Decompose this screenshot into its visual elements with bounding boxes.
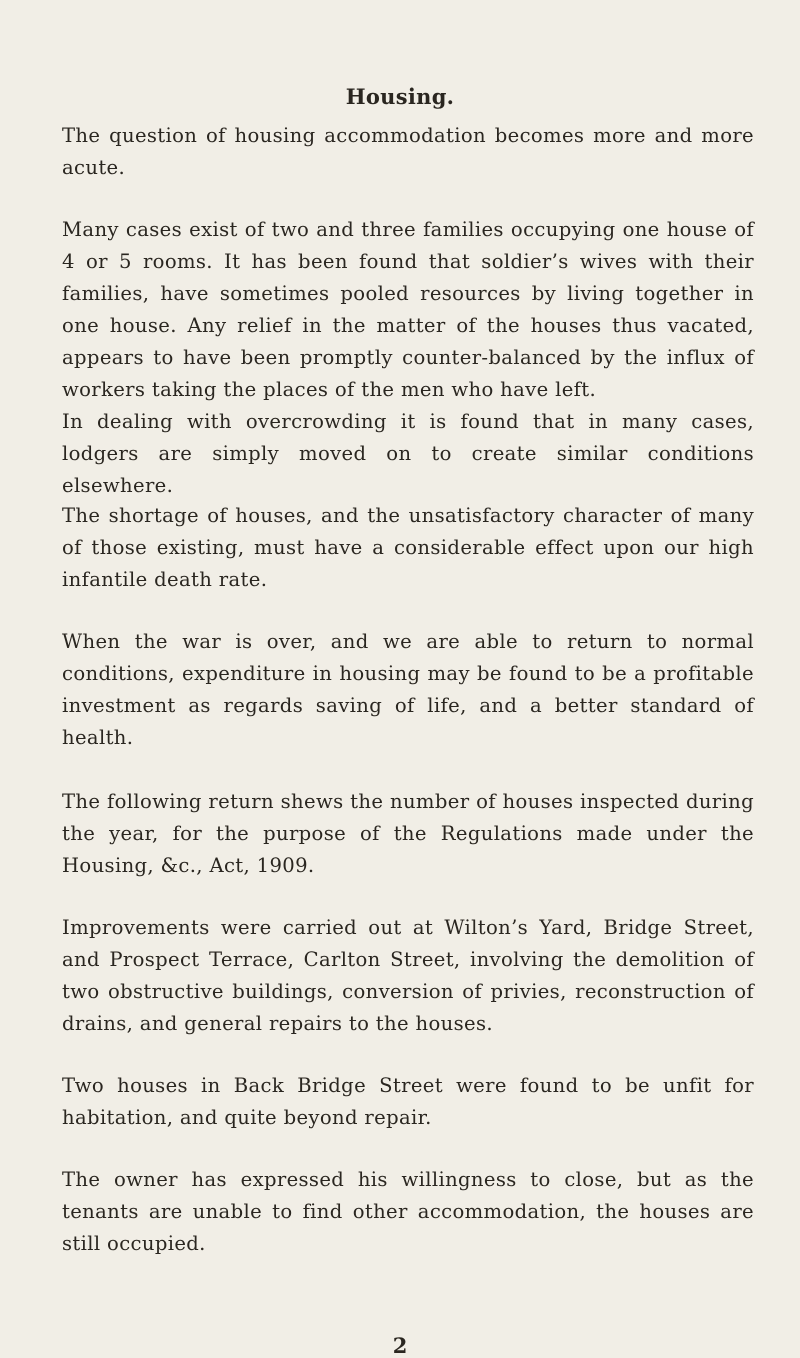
paragraph-improvements: Improvements were carried out at Wilton’s Yard, Bridge Street, and Prospect Terrace, Carlton Street, involving the demolition of two obstructive buildings, conversion of privies, reconstruction of drains, and general repairs to the houses. bbox=[62, 916, 754, 1035]
paragraph-housing-acute: The question of housing accommodation becomes more and more acute. bbox=[62, 124, 754, 179]
paragraph-owner-willingness: The owner has expressed his willingness to close, but as the tenants are unable to find other accommodation, the houses are still occupied. bbox=[62, 1168, 754, 1255]
paragraph-following-return: The following return shews the number of houses inspected during the year, for the purpose of the Regulations made under the Housing, &c., Act, 1909. bbox=[62, 790, 754, 877]
page-number: 2 bbox=[392, 1333, 408, 1358]
paragraph-unfit-houses: Two houses in Back Bridge Street were found to be unfit for habitation, and quite beyond repair. bbox=[62, 1074, 754, 1129]
page-heading: Housing. bbox=[345, 84, 455, 109]
paragraph-families-occupying: Many cases exist of two and three families occupying one house of 4 or 5 rooms. It has been found that soldier’s wives with their families, have sometimes pooled resources by living together in one house. Any relief in the matter of the houses thus vacated, appears to have been promptly counter-balanced by the influx of workers taking the places of the men who have left. bbox=[62, 218, 754, 401]
paragraph-shortage-of-houses: The shortage of houses, and the unsatisfactory character of many of those existing, must have a considerable effect upon our high infantile death rate. bbox=[62, 504, 754, 591]
paragraph-after-war: When the war is over, and we are able to return to normal conditions, expenditure in housing may be found to be a profitable investment as regards saving of life, and a better standard of health. bbox=[62, 630, 754, 749]
paragraph-overcrowding: In dealing with overcrowding it is found that in many cases, lodgers are simply moved on to create similar conditions elsewhere. bbox=[62, 410, 754, 497]
